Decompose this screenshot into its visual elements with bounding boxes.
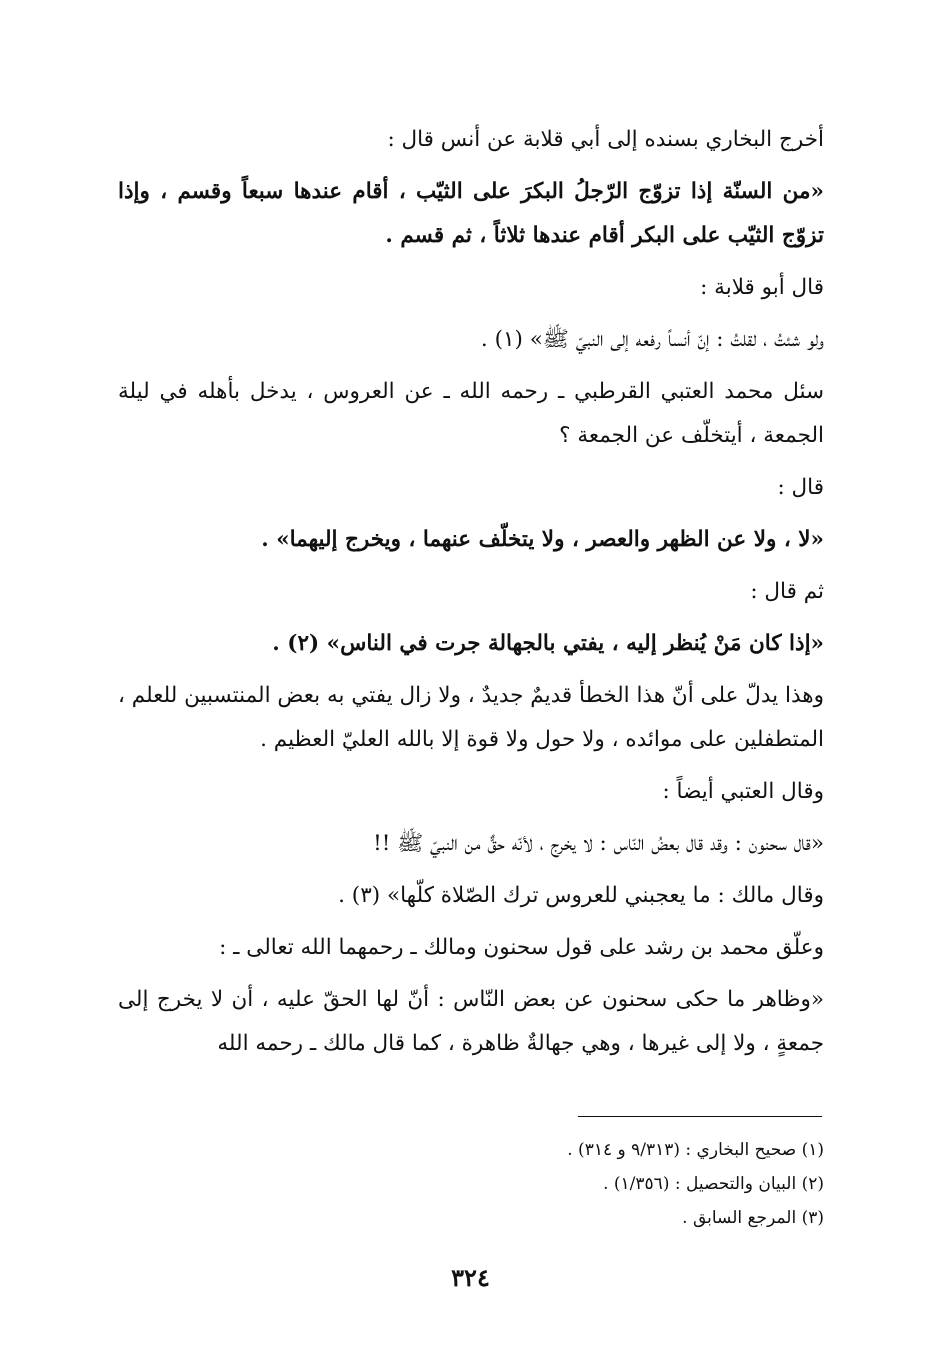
page-number: ٣٢٤ [451, 1263, 490, 1292]
footnote-3: (٣) المرجع السابق . [682, 1208, 824, 1228]
footnote-1: (١) صحيح البخاري : (٩/٣١٣ و ٣١٤) . [567, 1140, 824, 1160]
paragraph-15: «وظاهر ما حكى سحنون عن بعض النّاس : أنّ لها الحقّ عليه ، أن لا يخرج إلى جمعةٍ ، ولا إلى غيرها ، وهي جهالةٌ ظاهرة ، كما قال مالك ـ رحمه الله [118, 987, 824, 1056]
footnote-2: (٢) البيان والتحصيل : (١/٣٥٦) . [603, 1174, 824, 1194]
paragraph-2: «من السنّة إذا تزوّج الرّجلُ البكرَ على الثيّب ، أقام عندها سبعاً وقسم ، وإذا تزوّج الثيّب على البكر أقام عندها ثلاثاً ، ثم قسم . [118, 179, 824, 248]
paragraph-9: «إذا كان مَنْ يُنظر إليه ، يفتي بالجهالة جرت في الناس» (٢) . [272, 631, 824, 656]
paragraph-8: ثم قال : [750, 579, 824, 604]
paragraph-4: ولو شئتُ ، لقلتُ : إنّ أنساً رفعه إلى النبيّ ﷺ» (١) . [480, 327, 824, 352]
main-text [118, 118, 824, 1066]
footnote-divider [578, 1116, 822, 1117]
footnotes [118, 1133, 824, 1235]
paragraph-11: وقال العتبي أيضاً : [662, 779, 824, 804]
paragraph-12: «قال سحنون : وقد قال بعضُ النّاس : لا يخرج ، لأنّه حقٌّ من النبيّ ﷺ !! [373, 831, 824, 856]
paragraph-7: «لا ، ولا عن الظهر والعصر ، ولا يتخلّف عنهما ، ويخرج إليهما» . [261, 527, 824, 552]
paragraph-5: سئل محمد العتبي القرطبي ـ رحمه الله ـ عن العروس ، يدخل بأهله في ليلة الجمعة ، أيتخلّف عن الجمعة ؟ [118, 379, 824, 448]
paragraph-10: وهذا يدلّ على أنّ هذا الخطأ قديمٌ جديدٌ ، ولا زال يفتي به بعض المنتسبين للعلم ، المتطفلين على موائده ، ولا حول ولا قوة إلا بالله العليّ العظيم . [118, 683, 824, 752]
paragraph-6: قال : [777, 475, 824, 500]
paragraph-13: وقال مالك : ما يعجبني للعروس ترك الصّلاة كلّها» (٣) . [338, 883, 824, 908]
paragraph-14: وعلّق محمد بن رشد على قول سحنون ومالك ـ رحمهما الله تعالى ـ : [219, 935, 824, 960]
paragraph-3: قال أبو قلابة : [700, 275, 824, 300]
paragraph-1: أخرج البخاري بسنده إلى أبي قلابة عن أنس قال : [387, 127, 824, 152]
